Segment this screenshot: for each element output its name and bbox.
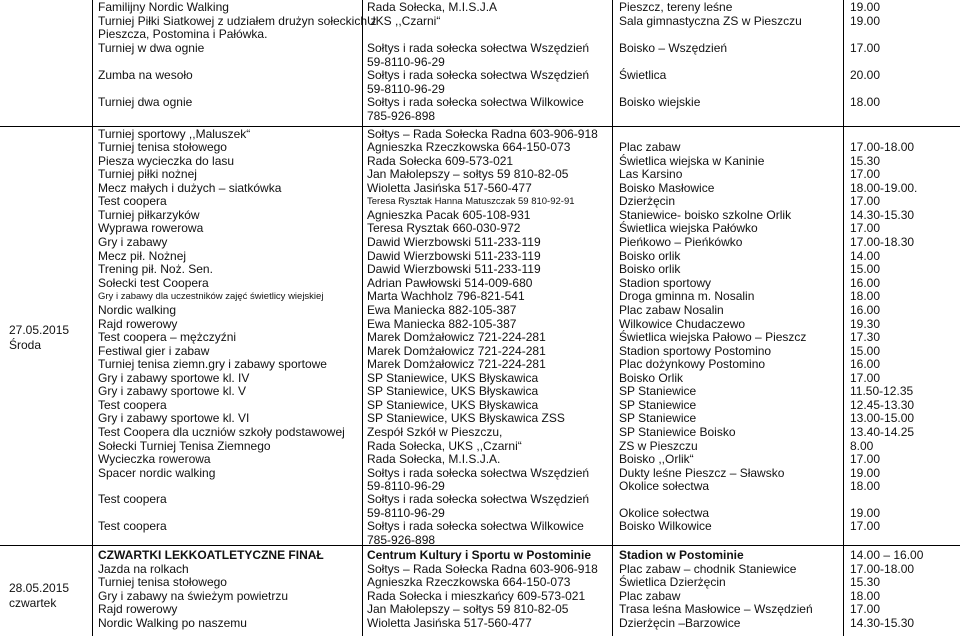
place-line: Stadion sportowy [619, 276, 712, 290]
time-line: 17.00 [850, 371, 881, 385]
time-line: 15.00 [850, 262, 881, 276]
organizer-line: Ewa Maniecka 882-105-387 [367, 303, 517, 317]
event-line: Pieszcza, Postomina i Pałówka. [98, 27, 268, 41]
place-line: Pieńkowo – Pieńkówko [619, 235, 743, 249]
place-line: Boisko wiejskie [619, 95, 701, 109]
place-line: SP Staniewice [619, 411, 697, 425]
event-line: Test coopera [98, 492, 167, 506]
date-label: 27.05.2015 [9, 323, 70, 337]
column-divider [362, 0, 363, 636]
place-line: Okolice sołectwa [619, 479, 710, 493]
organizer-line: Centrum Kultury i Sportu w Postominie [367, 548, 592, 562]
event-line: Rajd rowerowy [98, 602, 178, 616]
column-divider [612, 0, 613, 636]
time-line: 14.30-15.30 [850, 208, 915, 222]
place-line: Stadion sportowy Postomino [619, 344, 772, 358]
place-line: Boisko Masłowice [619, 181, 715, 195]
event-line: CZWARTKI LEKKOATLETYCZNE FINAŁ [98, 548, 324, 562]
place-line: Okolice sołectwa [619, 506, 710, 520]
time-line: 15.30 [850, 575, 881, 589]
event-line: Jazda na rolkach [98, 562, 189, 576]
organizer-line: SP Staniewice, UKS Błyskawica [367, 384, 539, 398]
organizer-line: Wioletta Jasińska 517-560-477 [367, 616, 532, 630]
place-line: Wilkowice Chudaczewo [619, 317, 746, 331]
event-line: Turniej w dwa ognie [98, 41, 205, 55]
time-line: 16.00 [850, 357, 881, 371]
event-line: Gry i zabawy sportowe kl. V [98, 384, 247, 398]
event-line: Test coopera [98, 519, 167, 533]
event-line: Sołecki Turniej Tenisa Ziemnego [98, 439, 271, 453]
place-line: SP Staniewice Boisko [619, 425, 736, 439]
organizer-line: Sołtys – Rada Sołecka Radna 603-906-918 [367, 562, 598, 576]
organizer-line: Jan Małolepszy – sołtys 59 810-82-05 [367, 167, 569, 181]
organizer-line: SP Staniewice, UKS Błyskawica [367, 398, 539, 412]
time-line: 17.00-18.00 [850, 140, 915, 154]
day-label: Środa [9, 338, 42, 352]
organizer-line: Ewa Maniecka 882-105-387 [367, 317, 517, 331]
time-line: 14.30-15.30 [850, 616, 915, 630]
time-line: 15.00 [850, 344, 881, 358]
time-line: 17.30 [850, 330, 881, 344]
time-line: 14.00 – 16.00 [850, 548, 924, 562]
event-line: Festiwal gier i zabaw [98, 344, 210, 358]
organizer-line: Marek Domżałowicz 721-224-281 [367, 357, 546, 371]
place-line: Droga gminna m. Nosalin [619, 289, 755, 303]
event-line: Gry i zabawy na świeżym powietrzu [98, 589, 289, 603]
event-line: Turniej sportowy ,,Maluszek“ [98, 127, 251, 141]
event-line: Zumba na wesoło [98, 68, 193, 82]
organizer-line: Sołtys i rada sołecka sołectwa Wszędzień [367, 466, 590, 480]
time-line: 8.00 [850, 439, 874, 453]
time-line: 19.00 [850, 466, 881, 480]
organizer-line: Wioletta Jasińska 517-560-477 [367, 181, 532, 195]
organizer-line: 785-926-898 [367, 533, 436, 547]
time-line: 18.00 [850, 479, 881, 493]
organizer-line: Sołtys i rada sołecka sołectwa Wilkowice [367, 519, 584, 533]
place-line: Dukty leśne Pieszcz – Sławsko [619, 466, 785, 480]
day-label: czwartek [9, 596, 57, 610]
time-line: 17.00 [850, 602, 881, 616]
time-line: 18.00 [850, 589, 881, 603]
organizer-line: Dawid Wierzbowski 511-233-119 [367, 262, 541, 276]
event-line: Test coopera [98, 194, 167, 208]
event-line: Familijny Nordic Walking [98, 0, 229, 14]
time-line: 17.00 [850, 41, 881, 55]
event-line: Wyprawa rowerowa [98, 221, 204, 235]
organizer-line: Agnieszka Rzeczkowska 664-150-073 [367, 575, 571, 589]
time-line: 18.00-19.00. [850, 181, 918, 195]
row-divider [0, 545, 960, 546]
place-line: Staniewice- boisko szkolne Orlik [619, 208, 792, 222]
time-line: 17.00 [850, 519, 881, 533]
time-line: 18.00 [850, 289, 881, 303]
place-line: Boisko orlik [619, 249, 681, 263]
event-line: Trening pił. Noż. Sen. [98, 262, 213, 276]
column-divider [92, 0, 93, 636]
place-line: Plac zabaw [619, 140, 681, 154]
place-line: Sala gimnastyczna ZS w Pieszczu [619, 14, 802, 28]
organizer-line: Rada Sołecka, M.I.S.J.A. [367, 452, 501, 466]
place-line: Świetlica wiejska w Kaninie [619, 154, 765, 168]
place-line: Świetlica wiejska Pałówko [619, 221, 758, 235]
event-line: Turniej Piłki Siatkowej z udziałem drużyn sołeckich z [98, 14, 377, 28]
organizer-line: 785-926-898 [367, 109, 436, 123]
organizer-line: Sołtys i rada sołecka sołectwa Wszędzień [367, 68, 590, 82]
time-line: 17.00 [850, 221, 881, 235]
event-line: Gry i zabawy [98, 235, 168, 249]
organizer-line: SP Staniewice, UKS Błyskawica [367, 371, 539, 385]
time-line: 17.00 [850, 167, 881, 181]
event-line: Test coopera – mężczyźni [98, 330, 237, 344]
column-divider [843, 0, 844, 636]
organizer-line: Marek Domżałowicz 721-224-281 [367, 344, 546, 358]
place-line: Boisko Wilkowice [619, 519, 712, 533]
place-line: Plac dożynkowy Postomino [619, 357, 766, 371]
time-line: 13.00-15.00 [850, 411, 915, 425]
place-line: Dzierżęcin –Barzowice [619, 616, 741, 630]
place-line: Boisko Orlik [619, 371, 684, 385]
place-line: Boisko orlik [619, 262, 681, 276]
place-line: Świetlica wiejska Pałowo – Pieszcz [619, 330, 807, 344]
organizer-line: 59-8110-96-29 [367, 479, 445, 493]
organizer-line: Rada Sołecka i mieszkańcy 609-573-021 [367, 589, 586, 603]
event-line: Turniej tenisa ziemn.gry i zabawy sportowe [98, 357, 327, 371]
event-line: Nordic Walking po naszemu [98, 616, 247, 630]
event-line: Turniej tenisa stołowego [98, 575, 227, 589]
time-line: 20.00 [850, 68, 881, 82]
event-line: Wycieczka rowerowa [98, 452, 211, 466]
place-line: Plac zabaw [619, 589, 681, 603]
time-line: 18.00 [850, 95, 881, 109]
place-line: Świetlica Dzierżęcin [619, 575, 726, 589]
event-line: Gry i zabawy sportowe kl. IV [98, 371, 250, 385]
organizer-line: Rada Sołecka 609-573-021 [367, 154, 514, 168]
organizer-line: Rada Sołecka, UKS ,,Czarni“ [367, 439, 522, 453]
time-line: 12.45-13.30 [850, 398, 915, 412]
event-line: Gry i zabawy sportowe kl. VI [98, 411, 250, 425]
time-line: 16.00 [850, 276, 881, 290]
place-line: Boisko ,,Orlik“ [619, 452, 694, 466]
organizer-line: Dawid Wierzbowski 511-233-119 [367, 249, 541, 263]
event-line: Sołecki test Coopera [98, 276, 209, 290]
organizer-line: Marta Wachholz 796-821-541 [367, 289, 525, 303]
organizer-line: Dawid Wierzbowski 511-233-119 [367, 235, 541, 249]
place-line: Plac zabaw Nosalin [619, 303, 724, 317]
time-line: 19.00 [850, 14, 881, 28]
organizer-line: Sołtys – Rada Sołecka Radna 603-906-918 [367, 127, 598, 141]
time-line: 17.00 [850, 194, 881, 208]
time-line: 17.00-18.30 [850, 235, 915, 249]
date-label: 28.05.2015 [9, 581, 70, 595]
event-line: Turniej dwa ognie [98, 95, 193, 109]
organizer-line: UKS ,,Czarni“ [367, 14, 441, 28]
place-line: Świetlica [619, 68, 667, 82]
time-line: 17.00-18.00 [850, 562, 915, 576]
place-line: Trasa leśna Masłowice – Wszędzień [619, 602, 813, 616]
event-line: Mecz pił. Nożnej [98, 249, 187, 263]
organizer-line: Sołtys i rada sołecka sołectwa Wilkowice [367, 95, 584, 109]
place-line: Dzierżęcin [619, 194, 676, 208]
place-line: Pieszcz, tereny leśne [619, 0, 733, 14]
event-line: Rajd rowerowy [98, 317, 178, 331]
place-line: Plac zabaw – chodnik Staniewice [619, 562, 797, 576]
place-line: ZS w Pieszczu [619, 439, 698, 453]
place-line: SP Staniewice [619, 384, 697, 398]
event-line: Spacer nordic walking [98, 466, 216, 480]
time-line: 14.00 [850, 249, 881, 263]
event-line: Turniej piłki nożnej [98, 167, 197, 181]
time-line: 19.00 [850, 0, 881, 14]
event-line: Test Coopera dla uczniów szkoły podstawowej [98, 425, 345, 439]
time-line: 13.40-14.25 [850, 425, 915, 439]
organizer-line: SP Staniewice, UKS Błyskawica ZSS [367, 411, 565, 425]
time-line: 15.30 [850, 154, 881, 168]
event-line: Gry i zabawy dla uczestników zajęć świetlicy wiejskiej [98, 291, 324, 302]
organizer-line: Agnieszka Rzeczkowska 664-150-073 [367, 140, 571, 154]
organizer-line: 59-8110-96-29 [367, 55, 445, 69]
organizer-line: Agnieszka Pacak 605-108-931 [367, 208, 531, 222]
organizer-line: Teresa Rysztak Hanna Matuszczak 59 810-92-91 [367, 196, 575, 207]
time-line: 16.00 [850, 303, 881, 317]
organizer-line: Jan Małolepszy – sołtys 59 810-82-05 [367, 602, 569, 616]
organizer-line: Rada Sołecka, M.I.S.J.A [367, 0, 498, 14]
organizer-line: Teresa Rysztak 660-030-972 [367, 221, 521, 235]
organizer-line: 59-8110-96-29 [367, 506, 445, 520]
organizer-line: Adrian Pawłowski 514-009-680 [367, 276, 533, 290]
event-line: Test coopera [98, 398, 167, 412]
time-line: 17.00 [850, 452, 881, 466]
event-line: Turniej piłkarzyków [98, 208, 200, 222]
time-line: 11.50-12.35 [850, 384, 914, 398]
organizer-line: Sołtys i rada sołecka sołectwa Wszędzień [367, 492, 590, 506]
event-line: Turniej tenisa stołowego [98, 140, 227, 154]
organizer-line: Marek Domżałowicz 721-224-281 [367, 330, 546, 344]
time-line: 19.30 [850, 317, 881, 331]
event-line: Mecz małych i dużych – siatkówka [98, 181, 282, 195]
place-line: SP Staniewice [619, 398, 697, 412]
place-line: Las Karsino [619, 167, 683, 181]
place-line: Boisko – Wszędzień [619, 41, 728, 55]
organizer-line: Sołtys i rada sołecka sołectwa Wszędzień [367, 41, 590, 55]
place-line: Stadion w Postominie [619, 548, 744, 562]
organizer-line: Zespół Szkół w Pieszczu, [367, 425, 503, 439]
time-line: 19.00 [850, 506, 881, 520]
event-line: Piesza wycieczka do lasu [98, 154, 235, 168]
event-line: Nordic walking [98, 303, 177, 317]
organizer-line: 59-8110-96-29 [367, 82, 445, 96]
